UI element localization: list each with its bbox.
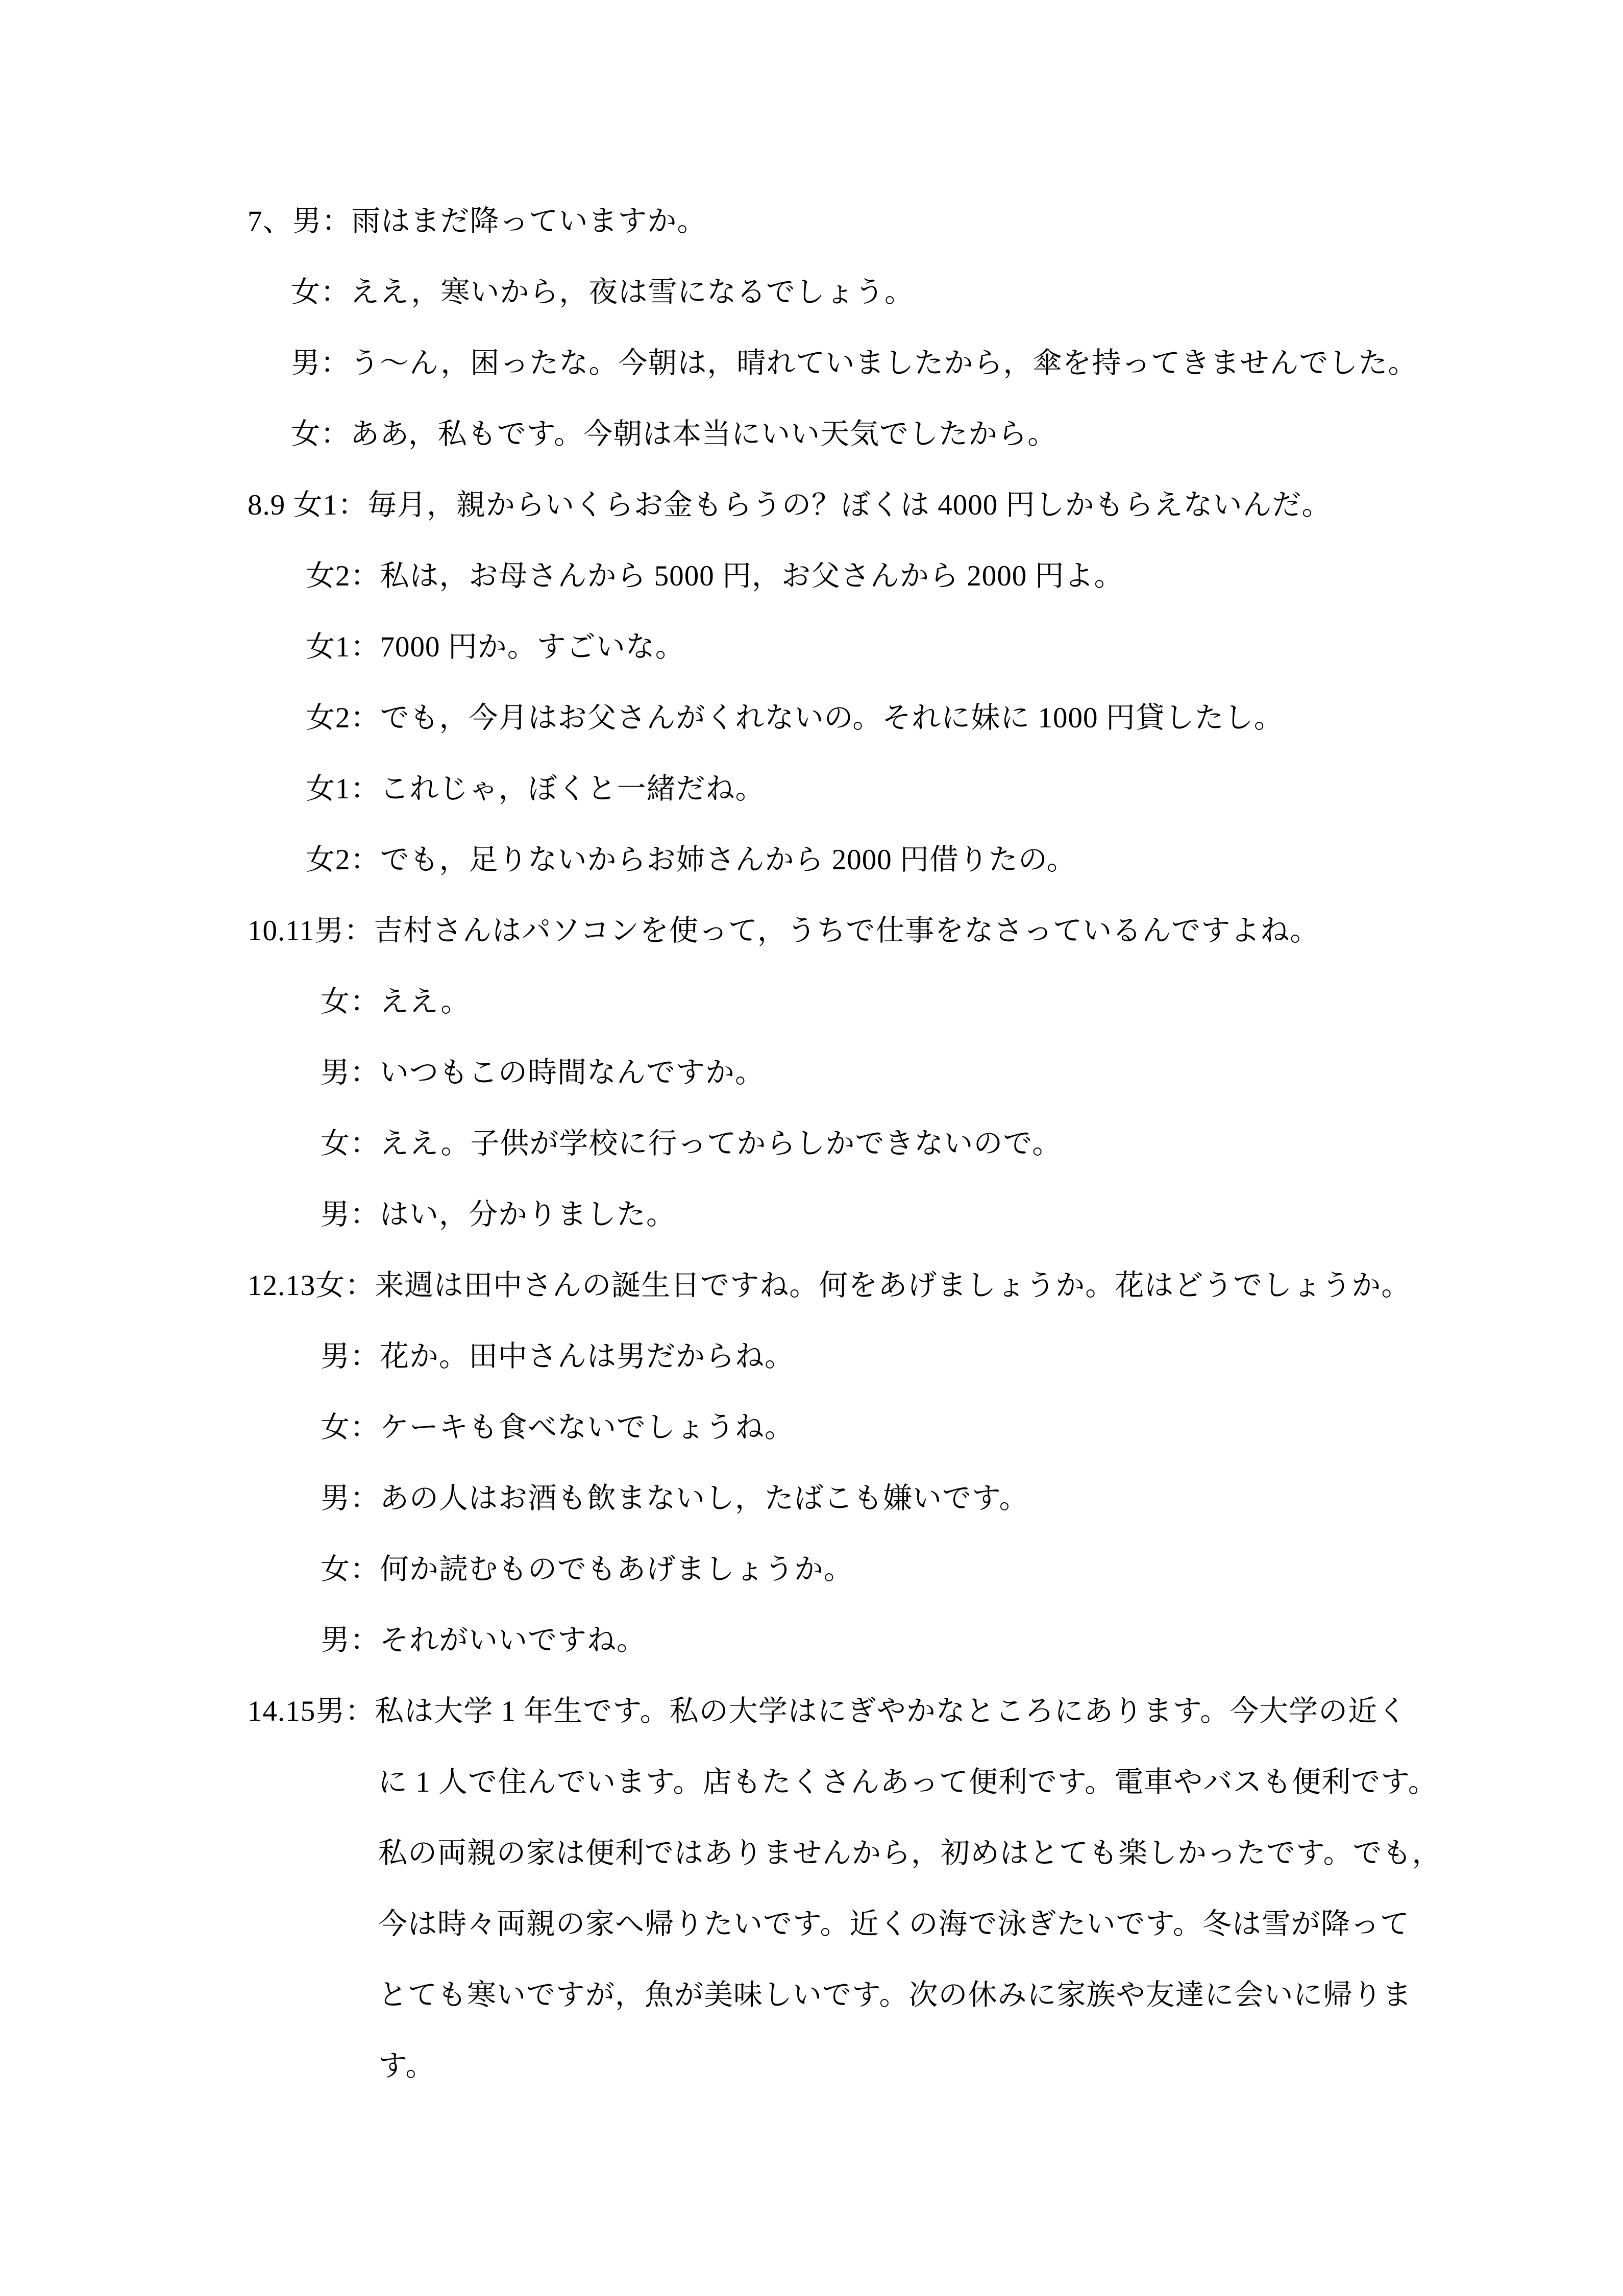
dialogue-line — [0, 1889, 1623, 1960]
dialogue-line-text: 女：ケーキも食べないでしょうね。 — [321, 1411, 794, 1444]
dialogue-line — [0, 1321, 1623, 1392]
dialogue-line — [0, 541, 1623, 612]
dialogue-line — [0, 257, 1623, 328]
dialogue-line — [0, 1676, 1623, 1747]
dialogue-line — [0, 399, 1623, 470]
dialogue-line-text: 男：それがいいですね。 — [321, 1624, 646, 1656]
dialogue-line — [0, 328, 1623, 399]
dialogue-line — [0, 2031, 1623, 2102]
dialogue-line-text: 女：ええ，寒いから，夜は雪になるでしょう。 — [291, 276, 914, 308]
dialogue-line — [0, 966, 1623, 1037]
dialogue-line — [0, 824, 1623, 895]
dialogue-line — [0, 1179, 1623, 1250]
dialogue-line-text: 女1：これじゃ，ぼくと一緒だね。 — [306, 773, 765, 805]
dialogue-line — [0, 1747, 1623, 1818]
dialogue-line — [0, 1605, 1623, 1676]
dialogue-line-text: 8.9 女1：毎月，親からいくらお金もらうの？ぼくは 4000 円しかもらえないんだ。 — [248, 489, 1332, 521]
dialogue-line-text: 女：ええ。子供が学校に行ってからしかできないので。 — [321, 1128, 1062, 1160]
dialogue-line — [0, 1534, 1623, 1605]
dialogue-line — [0, 470, 1623, 541]
dialogue-line-text: とても寒いですが，魚が美味しいです。次の休みに家族や友達に会いに帰りま — [378, 1979, 1412, 2011]
dialogue-line — [0, 186, 1623, 257]
dialogue-line-text: 男：花か。田中さんは男だからね。 — [321, 1340, 794, 1373]
dialogue-line — [0, 1108, 1623, 1179]
dialogue-line-text: 12.13女：来週は田中さんの誕生日ですね。何をあげましょうか。花はどうでしょうか。 — [248, 1269, 1411, 1302]
dialogue-line-text: 女2：でも，足りないからお姉さんから 2000 円借りたの。 — [306, 844, 1076, 876]
dialogue-line — [0, 753, 1623, 824]
dialogue-line-text: 男：う～ん，困ったな。今朝は，晴れていましたから，傘を持ってきませんでした。 — [291, 347, 1418, 379]
dialogue-line-text: 男：はい，分かりました。 — [321, 1199, 676, 1231]
dialogue-line — [0, 1250, 1623, 1321]
dialogue-line-text: 女1：7000 円か。すごいな。 — [306, 631, 685, 663]
dialogue-line-text: 私の両親の家は便利ではありませんから，初めはとても楽しかったです。でも， — [378, 1837, 1442, 1869]
dialogue-line — [0, 612, 1623, 682]
dialogue-line-text: 今は時々両親の家へ帰りたいです。近くの海で泳ぎたいです。冬は雪が降って — [378, 1908, 1410, 1940]
dialogue-line-text: 7、男：雨はまだ降っていますか。 — [248, 205, 707, 237]
transcript-content — [0, 186, 1623, 2102]
dialogue-line-text: 女：ああ，私もです。今朝は本当にいい天気でしたから。 — [291, 418, 1058, 450]
dialogue-line — [0, 682, 1623, 753]
dialogue-line — [0, 895, 1623, 966]
dialogue-line-text: 女：何か読むものでもあげましょうか。 — [321, 1553, 853, 1585]
dialogue-line — [0, 1818, 1623, 1889]
dialogue-line-text: 女2：私は，お母さんから 5000 円，お父さんから 2000 円よ。 — [306, 560, 1124, 592]
dialogue-line — [0, 1392, 1623, 1463]
dialogue-line-text: す。 — [378, 2050, 435, 2082]
dialogue-line-text: 男：あの人はお酒も飲まないし，たばこも嫌いです。 — [321, 1482, 1029, 1515]
dialogue-line-text: 女2：でも，今月はお父さんがくれないの。それに妹に 1000 円貸したし。 — [306, 702, 1284, 734]
dialogue-line-text: 女：ええ。 — [321, 986, 471, 1018]
dialogue-line-text: 男：いつもこの時間なんですか。 — [321, 1057, 765, 1089]
dialogue-line — [0, 1037, 1623, 1108]
dialogue-line — [0, 1463, 1623, 1534]
dialogue-line-text: 10.11男：吉村さんはパソコンを使って，うちで仕事をなさっているんですよね。 — [248, 915, 1320, 947]
dialogue-line — [0, 1960, 1623, 2031]
dialogue-line-text: に 1 人で住んでいます。店もたくさんあって便利です。電車やバスも便利です。 — [378, 1766, 1438, 1798]
dialogue-line-text: 14.15男：私は大学 1 年生です。私の大学はにぎやかなところにあります。今大学の近く — [248, 1695, 1408, 1727]
